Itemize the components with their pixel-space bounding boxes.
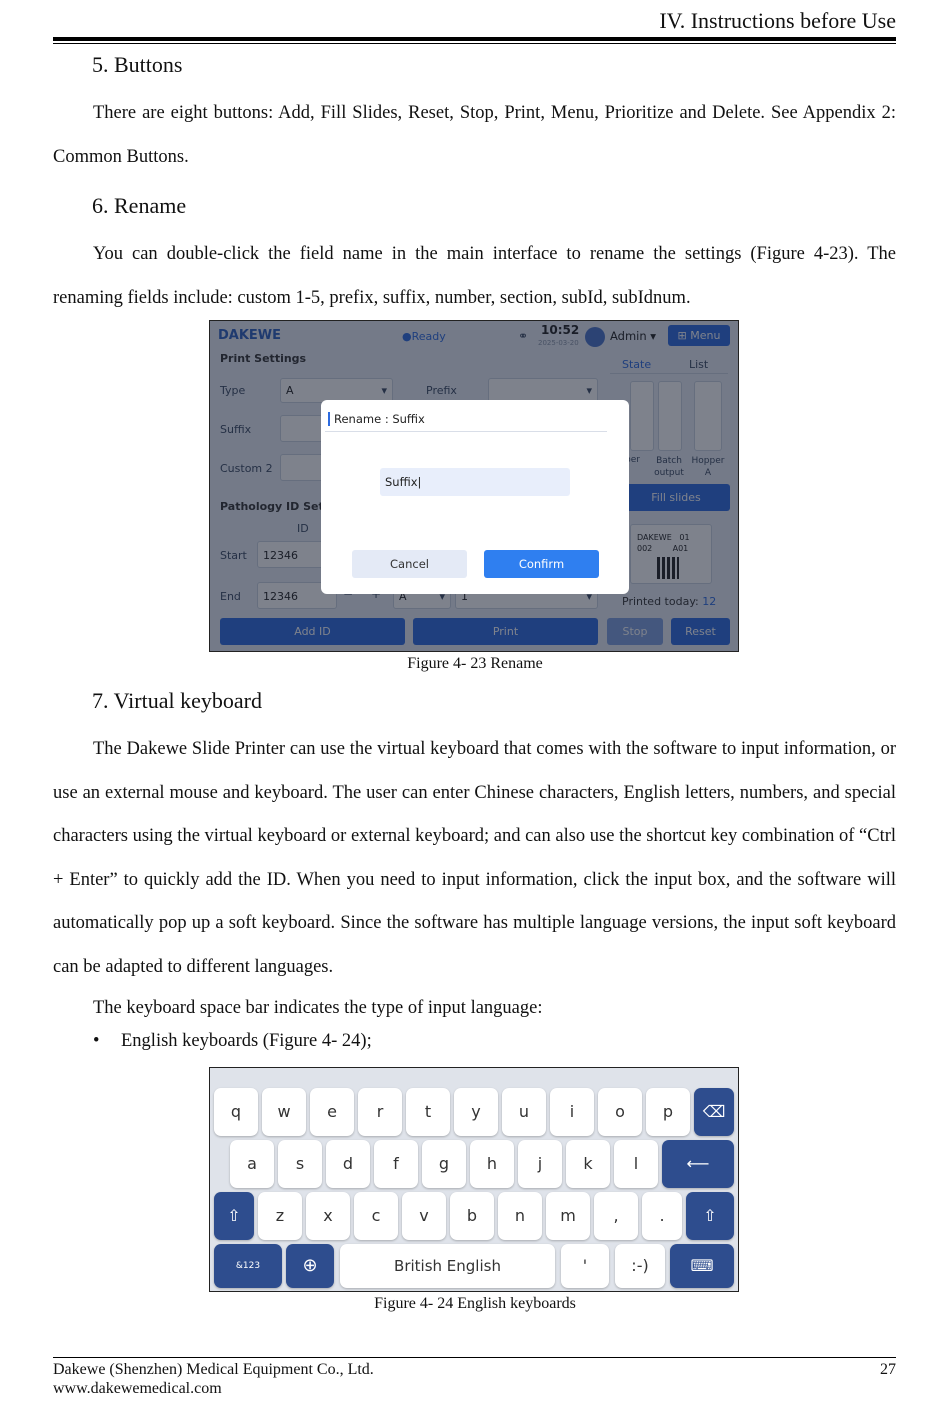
key-comma[interactable]: , bbox=[594, 1192, 638, 1240]
shift-icon[interactable]: ⇧ bbox=[214, 1192, 254, 1240]
key-m[interactable]: m bbox=[546, 1192, 590, 1240]
figure-caption: Figure 4- 24 English keyboards bbox=[374, 1295, 576, 1312]
key-c[interactable]: c bbox=[354, 1192, 398, 1240]
rename-input[interactable]: Suffix| bbox=[380, 468, 570, 496]
key-z[interactable]: z bbox=[258, 1192, 302, 1240]
key-t[interactable]: t bbox=[406, 1088, 450, 1136]
page-number: 27 bbox=[880, 1361, 896, 1378]
bullet-item bbox=[93, 1031, 99, 1052]
key-r[interactable]: r bbox=[358, 1088, 402, 1136]
backspace-icon[interactable]: ⌫ bbox=[694, 1088, 734, 1136]
rename-dialog bbox=[321, 400, 629, 594]
key-e[interactable]: e bbox=[310, 1088, 354, 1136]
confirm-button[interactable]: Confirm bbox=[484, 550, 599, 578]
dialog-divider bbox=[325, 431, 607, 432]
paragraph-buttons: There are eight buttons: Add, Fill Slides, Reset, Stop, Print, Menu, Prioritize and Delete. See Appendix 2: Common Buttons. bbox=[53, 103, 896, 167]
key-smiley[interactable]: :-) bbox=[615, 1244, 665, 1288]
key-w[interactable]: w bbox=[262, 1088, 306, 1136]
running-header: IV. Instructions before Use bbox=[659, 8, 896, 33]
key-o[interactable]: o bbox=[598, 1088, 642, 1136]
figure-caption: Figure 4- 23 Rename bbox=[407, 655, 543, 672]
key-v[interactable]: v bbox=[402, 1192, 446, 1240]
figure-english-keyboard bbox=[209, 1067, 739, 1292]
globe-icon[interactable]: ⊕ bbox=[286, 1244, 334, 1288]
key-u[interactable]: u bbox=[502, 1088, 546, 1136]
footer-website: www.dakewemedical.com bbox=[53, 1380, 222, 1397]
key-p[interactable]: p bbox=[646, 1088, 690, 1136]
key-b[interactable]: b bbox=[450, 1192, 494, 1240]
bullet-icon: • bbox=[93, 1031, 100, 1051]
key-x[interactable]: x bbox=[306, 1192, 350, 1240]
cancel-button[interactable]: Cancel bbox=[352, 550, 467, 578]
key-h[interactable]: h bbox=[470, 1140, 514, 1188]
key-g[interactable]: g bbox=[422, 1140, 466, 1188]
key-k[interactable]: k bbox=[566, 1140, 610, 1188]
header-rule-thin bbox=[53, 43, 896, 44]
key-apostrophe[interactable]: ' bbox=[561, 1244, 609, 1288]
shift-right-icon[interactable]: ⇧ bbox=[686, 1192, 734, 1240]
key-n[interactable]: n bbox=[498, 1192, 542, 1240]
key-l[interactable]: l bbox=[614, 1140, 658, 1188]
figure-rename-screenshot bbox=[209, 320, 739, 652]
section-heading-buttons: 5. Buttons bbox=[92, 52, 183, 77]
paragraph-rename: You can double-click the field name in the main interface to rename the settings (Figure 4-23). The renaming fields include: custom 1-5, prefix, suffix, number, section, subId, subIdnum. bbox=[53, 244, 896, 308]
bullet-text: English keyboards (Figure 4- 24); bbox=[121, 1031, 372, 1051]
key-q[interactable]: q bbox=[214, 1088, 258, 1136]
header-rule bbox=[53, 37, 896, 41]
space-bar[interactable]: British English bbox=[340, 1244, 555, 1288]
paragraph-keyboard: The Dakewe Slide Printer can use the virtual keyboard that comes with the software to input information, or use an external mouse and keyboard. The user can enter Chinese characters, English letters, numbers, and special characters using the virtual keyboard or external keyboard; and can also use the shortcut key combination of “Ctrl + Enter” to quickly add the ID. When you need to input information, click the input box, and the software will automatically pop up a soft keyboard. Since the software has multiple language versions, the input soft keyboard can be adapted to different languages. bbox=[53, 739, 897, 977]
key-a[interactable]: a bbox=[230, 1140, 274, 1188]
key-i[interactable]: i bbox=[550, 1088, 594, 1136]
footer-company: Dakewe (Shenzhen) Medical Equipment Co., Ltd. bbox=[53, 1361, 374, 1378]
keyboard-hide-icon[interactable]: ⌨ bbox=[670, 1244, 734, 1288]
section-heading-keyboard: 7. Virtual keyboard bbox=[92, 688, 262, 713]
key-s[interactable]: s bbox=[278, 1140, 322, 1188]
paragraph-keyboard-language: The keyboard space bar indicates the type of input language: bbox=[93, 998, 543, 1018]
key-j[interactable]: j bbox=[518, 1140, 562, 1188]
symbols-key[interactable]: &123 bbox=[214, 1244, 282, 1288]
section-heading-rename: 6. Rename bbox=[92, 193, 187, 218]
key-y[interactable]: y bbox=[454, 1088, 498, 1136]
enter-icon[interactable]: ⟵ bbox=[662, 1140, 734, 1188]
dialog-title: Rename : Suffix bbox=[328, 412, 425, 426]
key-d[interactable]: d bbox=[326, 1140, 370, 1188]
key-period[interactable]: . bbox=[642, 1192, 682, 1240]
key-f[interactable]: f bbox=[374, 1140, 418, 1188]
footer-rule bbox=[53, 1357, 896, 1358]
